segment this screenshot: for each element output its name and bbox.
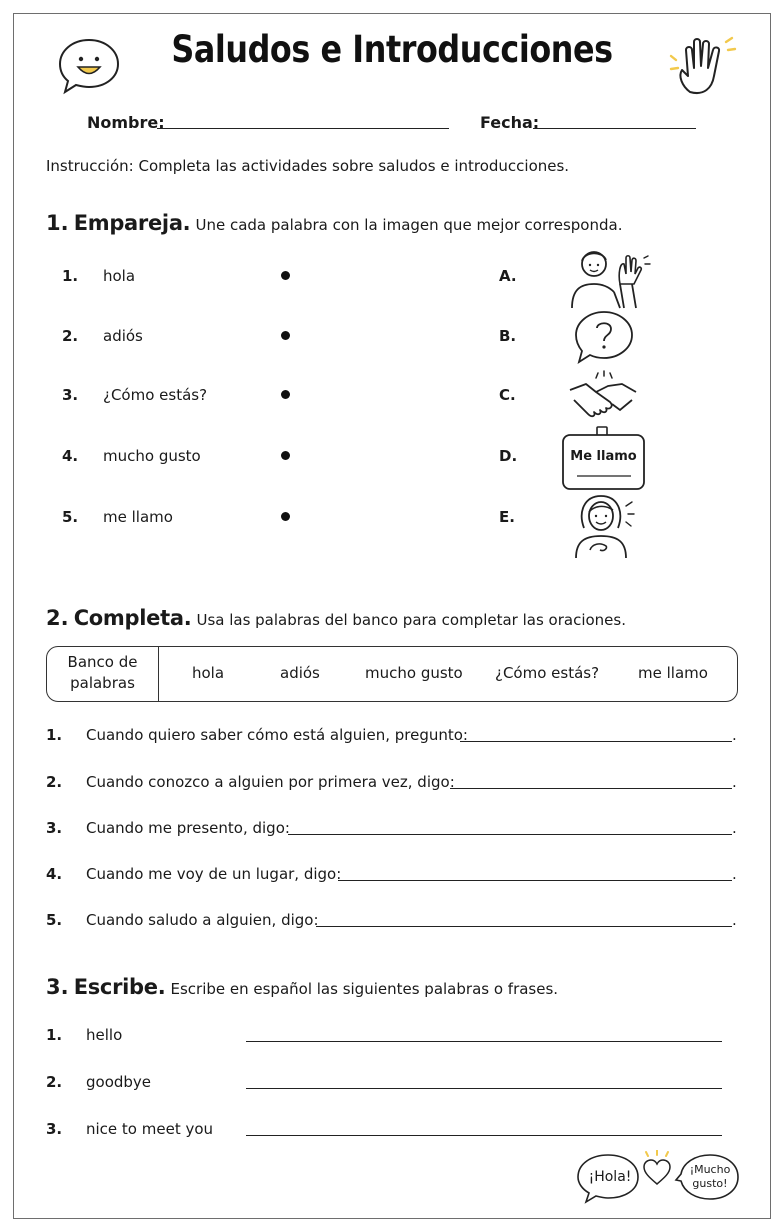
sentence-answer-line[interactable] xyxy=(460,741,732,742)
match-letter: E. xyxy=(499,508,515,526)
match-number: 3. xyxy=(62,386,79,404)
sentence-number: 4. xyxy=(46,865,63,883)
sentence-period: . xyxy=(732,773,737,791)
sentence-period: . xyxy=(732,726,737,744)
section3-title: Escribe. xyxy=(73,975,166,999)
instruction-text: Instrucción: Completa las actividades sobre saludos e introducciones. xyxy=(46,157,570,175)
word-bank-item: adiós xyxy=(280,664,320,682)
woman-introducing-icon xyxy=(570,492,636,562)
sentence-period: . xyxy=(732,911,737,929)
section2-heading xyxy=(46,606,626,630)
hola-bubble-text: ¡Hola! xyxy=(588,1169,632,1185)
write-prompt: nice to meet you xyxy=(86,1120,214,1138)
match-letter: A. xyxy=(499,267,517,285)
name-tag-text: Me llamo xyxy=(570,449,637,464)
name-label: Nombre: xyxy=(87,113,165,132)
write-answer-line[interactable] xyxy=(246,1088,722,1089)
word-bank xyxy=(46,646,738,702)
sentence-answer-line[interactable] xyxy=(338,880,732,881)
sentence-number: 2. xyxy=(46,773,63,791)
word-bank-label xyxy=(47,647,159,701)
mucho-gusto-bubble-text xyxy=(684,1163,736,1191)
match-word: ¿Cómo estás? xyxy=(103,386,208,404)
waving-hand-icon xyxy=(668,32,746,102)
word-bank-item: me llamo xyxy=(638,664,708,682)
write-answer-line[interactable] xyxy=(246,1135,722,1136)
handshake-icon xyxy=(566,370,640,426)
match-dot[interactable] xyxy=(281,451,290,460)
match-word: hola xyxy=(103,267,136,285)
mucho-gusto-line1: ¡Mucho xyxy=(689,1163,731,1176)
mucho-gusto-line2: gusto! xyxy=(692,1177,728,1190)
section2-number: 2. xyxy=(46,606,69,630)
heart-icon xyxy=(640,1150,674,1190)
word-bank-item: hola xyxy=(192,664,225,682)
date-input-line[interactable] xyxy=(533,128,696,129)
sentence-number: 5. xyxy=(46,911,63,929)
write-number: 2. xyxy=(46,1073,63,1091)
match-letter: D. xyxy=(499,447,518,465)
section2-title: Completa. xyxy=(73,606,192,630)
sentence-text: Cuando quiero saber cómo está alguien, pregunto: xyxy=(86,726,468,744)
date-label: Fecha: xyxy=(480,113,540,132)
sentence-number: 1. xyxy=(46,726,63,744)
sentence-period: . xyxy=(732,819,737,837)
match-dot[interactable] xyxy=(281,331,290,340)
sentence-text: Cuando saludo a alguien, digo: xyxy=(86,911,319,929)
match-word: mucho gusto xyxy=(103,447,201,465)
sentence-answer-line[interactable] xyxy=(450,788,732,789)
match-dot[interactable] xyxy=(281,271,290,280)
sentence-text: Cuando conozco a alguien por primera vez, digo: xyxy=(86,773,455,791)
sentence-answer-line[interactable] xyxy=(288,834,732,835)
match-letter: C. xyxy=(499,386,516,404)
match-dot[interactable] xyxy=(281,390,290,399)
word-bank-label-line2: palabras xyxy=(70,674,135,692)
section1-title: Empareja. xyxy=(73,211,191,235)
section2-instruction: Usa las palabras del banco para completar las oraciones. xyxy=(196,611,626,629)
match-word: adiós xyxy=(103,327,143,345)
word-bank-item: mucho gusto xyxy=(365,664,463,682)
match-dot[interactable] xyxy=(281,512,290,521)
match-letter: B. xyxy=(499,327,517,345)
word-bank-item: ¿Cómo estás? xyxy=(495,664,600,682)
match-word: me llamo xyxy=(103,508,173,526)
write-number: 1. xyxy=(46,1026,63,1044)
write-number: 3. xyxy=(46,1120,63,1138)
match-number: 1. xyxy=(62,267,79,285)
section1-heading xyxy=(46,211,622,235)
word-bank-label-line1: Banco de xyxy=(67,653,138,671)
waving-person-icon xyxy=(566,244,652,310)
section3-heading xyxy=(46,975,558,999)
name-input-line[interactable] xyxy=(157,128,449,129)
write-prompt: goodbye xyxy=(86,1073,152,1091)
section1-number: 1. xyxy=(46,211,69,235)
sentence-text: Cuando me presento, digo: xyxy=(86,819,290,837)
match-number: 4. xyxy=(62,447,79,465)
sentence-answer-line[interactable] xyxy=(316,926,732,927)
sentence-period: . xyxy=(732,865,737,883)
sentence-number: 3. xyxy=(46,819,63,837)
section1-instruction: Une cada palabra con la imagen que mejor corresponda. xyxy=(195,216,623,234)
sentence-text: Cuando me voy de un lugar, digo: xyxy=(86,865,342,883)
section3-instruction: Escribe en español las siguientes palabras o frases. xyxy=(170,980,559,998)
page-title: Saludos e Introducciones xyxy=(171,28,613,71)
match-number: 2. xyxy=(62,327,79,345)
section3-number: 3. xyxy=(46,975,69,999)
write-prompt: hello xyxy=(86,1026,123,1044)
write-answer-line[interactable] xyxy=(246,1041,722,1042)
match-number: 5. xyxy=(62,508,79,526)
question-bubble-icon xyxy=(572,308,636,366)
